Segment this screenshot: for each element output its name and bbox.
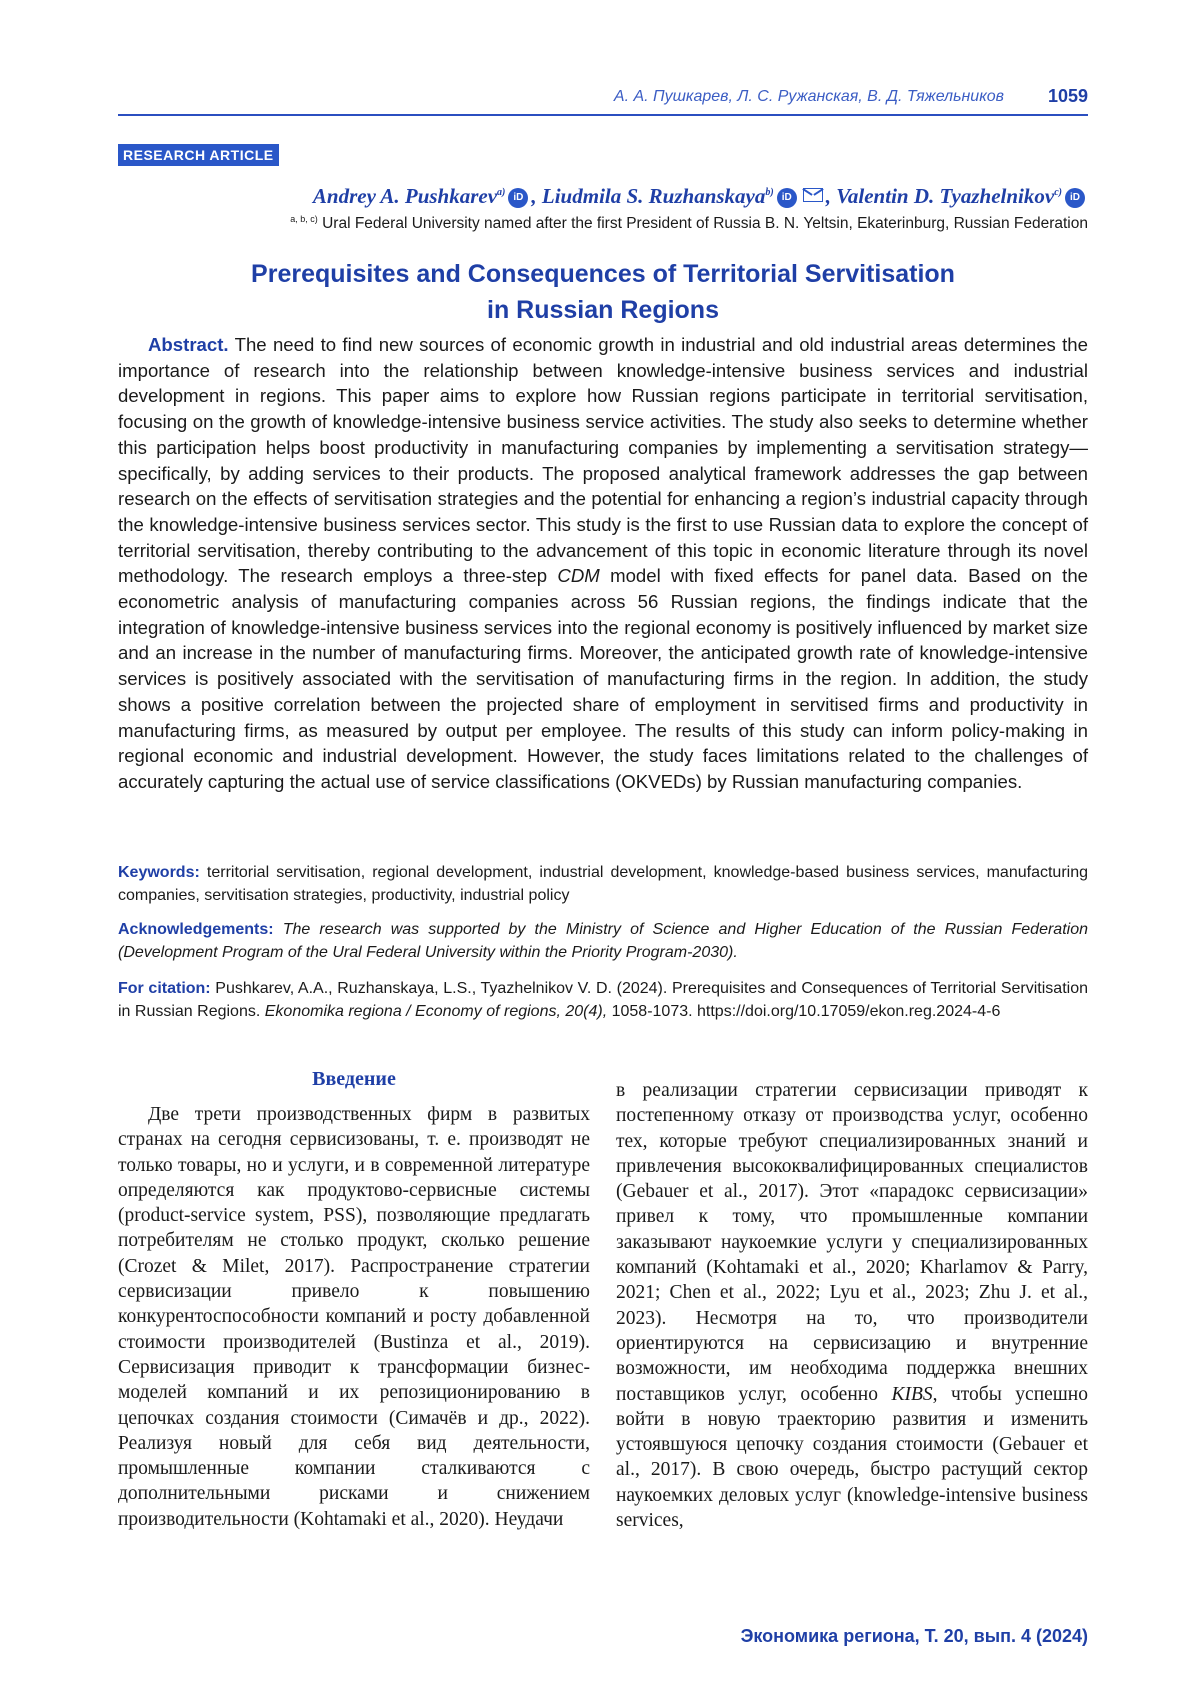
- citation-journal: Ekonomika regiona / Economy of regions, 20(4),: [264, 1002, 608, 1020]
- section-heading: Введение: [312, 1068, 396, 1090]
- abstract-text: The need to find new sources of economic growth in industrial and old industrial areas determines the importance of research into the relationship between knowledge-intensive business services and industrial development in regions. This paper aims to explore how Russian regions participate in territorial servitisation, focusing on the growth of knowledge-intensive business service activities. The study also seeks to determine whether this participation helps boost productivity in manufacturing companies by implementing a servitisation strategy—specifically, by adding services to their products. The proposed analytical framework addresses the gap between research on the effects of servitisation strategies and the potential for enhancing a region’s industrial capacity through the knowledge-intensive business services sector. This study is the first to use Russian data to explore the concept of territorial servitisation, thereby contributing to the advancement of this topic in economic literature through its novel methodology. The research employs a three-step: [118, 334, 1088, 587]
- keywords-label: Keywords:: [118, 864, 200, 881]
- acknowledgements: [118, 919, 1088, 964]
- email-icon[interactable]: [803, 188, 823, 202]
- citation-doi[interactable]: 1058-1073. https://doi.org/10.17059/ekon.reg.2024-4-6: [611, 1002, 1001, 1020]
- acknowledgements-label: Acknowledgements:: [118, 921, 274, 938]
- orcid-icon[interactable]: iD: [1065, 188, 1085, 208]
- affiliation-text: Ural Federal University named after the first President of Russia B. N. Yeltsin, Ekaterinburg, Russian Federation: [322, 215, 1088, 233]
- header-divider: [118, 114, 1088, 116]
- left-column: [118, 1102, 590, 1532]
- author-affil-marker: c): [1054, 187, 1062, 198]
- acknowledgements-text: The research was supported by the Ministry of Science and Higher Education of the Russian Federation (Development Program of the Ural Federal University within the Priority Program-2030).: [118, 921, 1088, 961]
- article-title: [118, 256, 1088, 328]
- article-type-badge: RESEARCH ARTICLE: [118, 144, 279, 166]
- keywords-text: territorial servitisation, regional development, industrial development, knowledge-based business services, manufacturing companies, servitisation strategies, productivity, industrial policy: [118, 864, 1088, 904]
- affiliation: [290, 214, 1088, 233]
- orcid-icon[interactable]: iD: [508, 188, 528, 208]
- body-paragraph: , чтобы успешно войти в новую траекторию развития и изменить устоявшуюся цепочку создания стоимости (Gebauer et al., 2017). В свою очередь, быстро растущий сектор наукоемких деловых услуг (knowledge-intensive business services,: [616, 1383, 1088, 1532]
- author-name: Andrey A. Pushkarev: [312, 184, 498, 208]
- abstract-label: Abstract.: [148, 334, 229, 355]
- body-term: KIBS: [891, 1383, 933, 1405]
- citation-label: For citation:: [118, 980, 211, 997]
- citation-text: Pushkarev, A.A., Ruzhanskaya, L.S., Tyazhelnikov V. D. (2024). Prerequisites and Consequences of Territorial Servitisation in Russian Regions.: [118, 980, 1088, 1020]
- right-column: [616, 1078, 1088, 1533]
- journal-footer: Экономика региона, Т. 20, вып. 4 (2024): [740, 1626, 1088, 1646]
- affiliation-marker: a, b, c): [290, 214, 318, 224]
- abstract-term: CDM: [557, 565, 600, 587]
- running-header-authors: А. А. Пушкарев, Л. С. Ружанская, В. Д. Тяжельников: [613, 88, 1004, 105]
- title-line: in Russian Regions: [487, 296, 719, 324]
- title-line: Prerequisites and Consequences of Territorial Servitisation: [251, 260, 955, 288]
- orcid-icon[interactable]: iD: [777, 188, 797, 208]
- keywords: [118, 862, 1088, 907]
- author-affil-marker: a): [497, 187, 506, 198]
- body-paragraph: в реализации стратегии сервисизации приводят к постепенному отказу от производства услуг, особенно тех, которые требуют специализированных знаний и привлечения высококвалифицированных специалистов (Gebauer et al., 2017). Этот «парадокс сервисизации» привел к тому, что промышленные компании заказывают наукоемкие услуги у специализированных компаний (Kohtamaki et al., 2020; Kharlamov & Parry, 2021; Chen et al., 2022; Lyu et al., 2023; Zhu J. et al., 2023). Несмотря на то, что производители ориентируются на сервисизацию и внутренние возможности, им необходима поддержка внешних поставщиков услуг, особенно: [616, 1080, 1088, 1405]
- body-paragraph: Две трети производственных фирм в развитых странах на сегодня сервисизованы, т. е. производят не только товары, но и услуги, и в современной литературе определяются как продуктово-сервисные системы (product-service system, PSS), позволяющие предлагать потребителям не столько продукт, сколько решение (Crozet & Milet, 2017). Распространение стратегии сервисизации привело к повышению конкурентоспособности компаний и росту добавленной стоимости производителей (Bustinza et al., 2019). Сервисизация приводит к трансформации бизнес-моделей компаний и их репозиционированию в цепочках создания стоимости (Симачёв и др., 2022). Реализуя новый для себя вид деятельности, промышленные компании сталкиваются с дополнительными рисками и снижением производительности (Kohtamaki et al., 2020). Неудачи: [118, 1104, 590, 1530]
- citation: [118, 978, 1088, 1023]
- abstract: [118, 332, 1088, 795]
- author-affil-marker: b): [765, 187, 774, 198]
- author-name: Valentin D. Tyazhelnikov: [836, 184, 1055, 208]
- page-number: 1059: [1047, 86, 1088, 106]
- author-name: Liudmila S. Ruzhanskaya: [541, 184, 766, 208]
- abstract-text: model with fixed effects for panel data. Based on the econometric analysis of manufacturing companies across 56 Russian regions, the findings indicate that the integration of knowledge-intensive business services into the regional economy is positively influenced by market size and an increase in the number of manufacturing firms. Moreover, the anticipated growth rate of knowledge-intensive services is positively associated with the servitisation of manufacturing firms in the region. In addition, the study shows a positive correlation between the projected share of employment in servitised firms and productivity in manufacturing firms, as measured by output per employee. The results of this study can inform policy-making in regional economic and industrial development. However, the study faces limitations related to the challenges of accurately capturing the actual use of service classifications (OKVEDs) by Russian manufacturing companies.: [118, 565, 1088, 792]
- author-byline: Andrey A. Pushkarev$^{a)}$ iD , Liudmila S. Ruzhanskaya$^{b)}$ iD , Valentin D. Tyazhelnikov$^{c)}$ iD: [313, 184, 1088, 209]
